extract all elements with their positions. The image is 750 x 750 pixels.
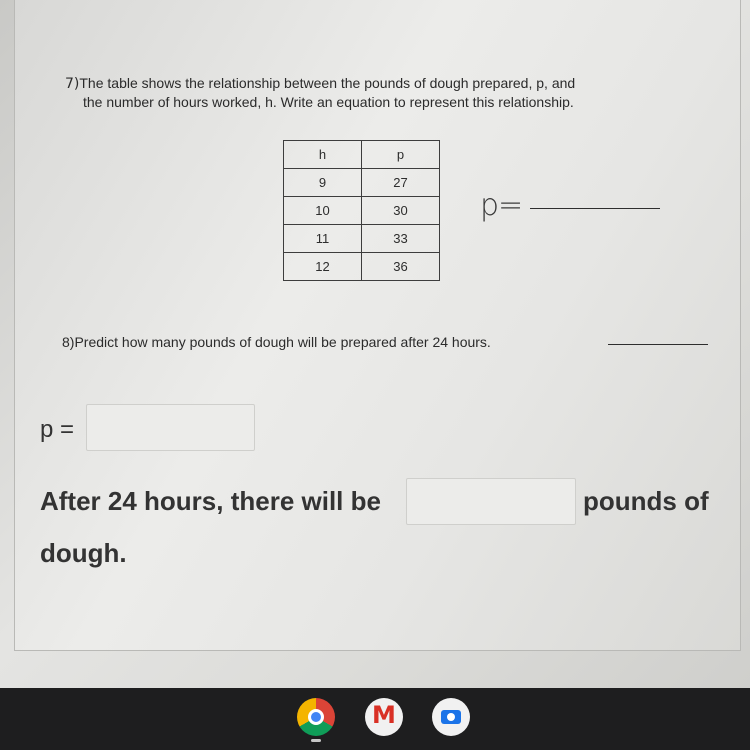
- table-row: [284, 253, 440, 281]
- prediction-answer-line: [608, 344, 708, 345]
- taskbar: [0, 688, 750, 750]
- question-7: [65, 74, 725, 111]
- handwritten-equation-label: p=: [480, 188, 523, 223]
- table-header-row: [284, 141, 440, 169]
- active-app-indicator: [311, 739, 321, 742]
- sentence-start: After 24 hours, there will be: [40, 486, 381, 516]
- table-cell: 10: [284, 197, 362, 225]
- table-cell: 30: [362, 197, 440, 225]
- table-cell: 9: [284, 169, 362, 197]
- question-7-number: 7): [65, 76, 80, 92]
- chrome-icon[interactable]: [297, 698, 335, 736]
- camera-icon[interactable]: [432, 698, 470, 736]
- question-7-line2: the number of hours worked, h. Write an equation to represent this relationship.: [83, 94, 574, 110]
- question-7-line1: The table shows the relationship between the pounds of dough prepared, p, and: [79, 75, 576, 91]
- question-8: [62, 334, 491, 350]
- camera-lens: [447, 713, 455, 721]
- question-8-number: 8): [62, 334, 75, 350]
- pounds-answer-input[interactable]: [406, 478, 576, 525]
- p-answer-input[interactable]: [86, 404, 255, 451]
- table-header-p: p: [362, 141, 440, 169]
- table-cell: 36: [362, 253, 440, 281]
- table-cell: 11: [284, 225, 362, 253]
- table-cell: 27: [362, 169, 440, 197]
- table-row: [284, 169, 440, 197]
- gmail-icon[interactable]: [365, 698, 403, 736]
- table-row: [284, 225, 440, 253]
- table-row: [284, 197, 440, 225]
- table-cell: 12: [284, 253, 362, 281]
- question-8-text: Predict how many pounds of dough will be prepared after 24 hours.: [74, 334, 491, 350]
- table-cell: 33: [362, 225, 440, 253]
- gmail-glyph: M: [372, 701, 396, 729]
- p-equals-label: p =: [40, 416, 75, 443]
- table-header-h: h: [284, 141, 362, 169]
- equation-answer-line: [530, 208, 660, 209]
- sentence-end: pounds of: [583, 486, 709, 516]
- data-table: [283, 140, 440, 281]
- sentence-line2: dough.: [40, 538, 127, 568]
